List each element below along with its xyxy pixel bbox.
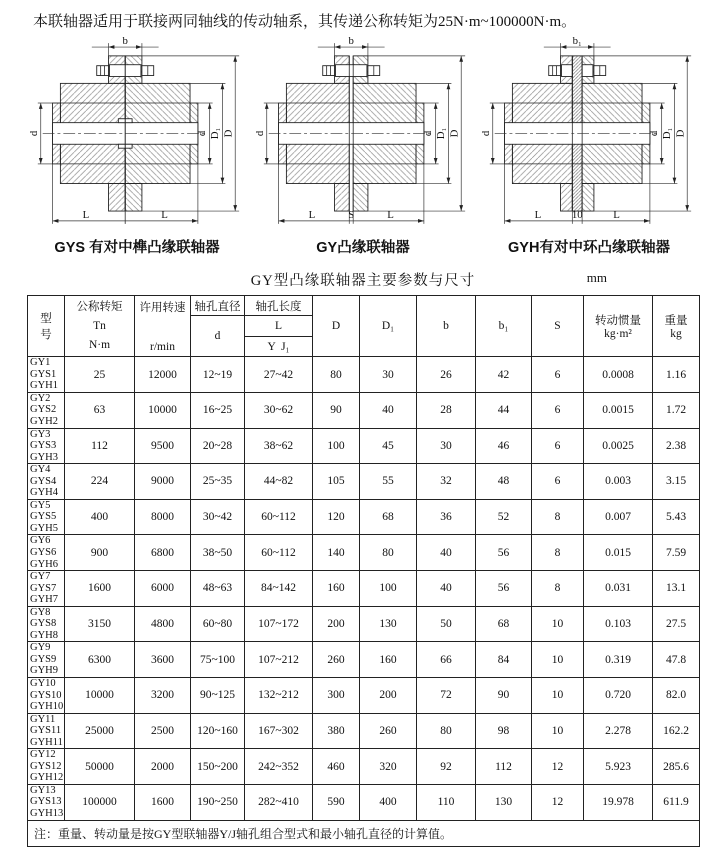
cell-weight: 162.2 <box>653 713 700 749</box>
cell-model: GY9 GYS9 GYH9 <box>28 642 65 678</box>
cell-model: GY8 GYS8 GYH8 <box>28 606 65 642</box>
cell-d: 20~28 <box>191 428 245 464</box>
cell-d: 60~80 <box>191 606 245 642</box>
cell-L: 44~82 <box>245 464 313 500</box>
cell-L: 84~142 <box>245 571 313 607</box>
cell-S: 10 <box>532 678 584 714</box>
svg-text:L: L <box>534 209 542 222</box>
col-header-inertia: 转动惯量 kg·m² <box>584 296 653 357</box>
cell-inertia: 0.015 <box>584 535 653 571</box>
cell-inertia: 0.0025 <box>584 428 653 464</box>
cell-weight: 2.38 <box>653 428 700 464</box>
cell-D: 160 <box>313 571 360 607</box>
cell-speed: 2500 <box>135 713 191 749</box>
cell-speed: 12000 <box>135 357 191 393</box>
figure-caption: GYS 有对中榫凸缘联轴器 <box>54 240 220 257</box>
cell-weight: 47.8 <box>653 642 700 678</box>
svg-text:b: b <box>348 35 354 48</box>
svg-text:D₁: D₁ <box>661 127 674 140</box>
cell-torque: 63 <box>65 392 135 428</box>
cell-weight: 82.0 <box>653 678 700 714</box>
table-row <box>28 535 700 571</box>
cell-D: 105 <box>313 464 360 500</box>
cell-weight: 1.72 <box>653 392 700 428</box>
cell-b: 26 <box>417 357 476 393</box>
cell-b: 40 <box>417 535 476 571</box>
svg-text:L: L <box>161 209 168 222</box>
cell-d: 48~63 <box>191 571 245 607</box>
cell-model: GY10 GYS10 GYH10 <box>28 678 65 714</box>
cell-inertia: 19.978 <box>584 784 653 820</box>
cell-S: 12 <box>532 749 584 785</box>
intro-paragraph: 本联轴器适用于联接两同轴线的传动轴系，其传递公称转矩为25N·m~100000N·m。 <box>33 14 577 30</box>
cell-S: 6 <box>532 464 584 500</box>
cell-model: GY12 GYS12 GYH12 <box>28 749 65 785</box>
unit-label: mm <box>586 270 607 286</box>
table-header <box>28 296 700 357</box>
cell-L: 242~352 <box>245 749 313 785</box>
coupling-drawing-gy <box>253 34 473 229</box>
cell-model: GY13 GYS13 GYH13 <box>28 784 65 820</box>
cell-model: GY1 GYS1 GYH1 <box>28 357 65 393</box>
cell-b1: 56 <box>476 571 532 607</box>
cell-speed: 10000 <box>135 392 191 428</box>
cell-D1: 40 <box>360 392 417 428</box>
table-row <box>28 464 700 500</box>
cell-D: 80 <box>313 357 360 393</box>
cell-speed: 6800 <box>135 535 191 571</box>
cell-speed: 3200 <box>135 678 191 714</box>
cell-d: 150~200 <box>191 749 245 785</box>
cell-d: 30~42 <box>191 499 245 535</box>
cell-b: 28 <box>417 392 476 428</box>
table-row <box>28 428 700 464</box>
svg-text:D₁: D₁ <box>435 127 448 140</box>
svg-text:D₁: D₁ <box>209 127 222 140</box>
cell-L: 30~62 <box>245 392 313 428</box>
svg-text:d: d <box>195 131 208 137</box>
figure-caption: GY凸缘联轴器 <box>316 240 410 257</box>
cell-b1: 112 <box>476 749 532 785</box>
cell-D: 140 <box>313 535 360 571</box>
cell-b1: 68 <box>476 606 532 642</box>
table-row <box>28 606 700 642</box>
cell-d: 90~125 <box>191 678 245 714</box>
svg-text:S: S <box>348 209 355 222</box>
cell-torque: 6300 <box>65 642 135 678</box>
cell-D: 260 <box>313 642 360 678</box>
cell-inertia: 0.0008 <box>584 357 653 393</box>
cell-D: 200 <box>313 606 360 642</box>
cell-D1: 100 <box>360 571 417 607</box>
table-row <box>28 749 700 785</box>
cell-D: 300 <box>313 678 360 714</box>
cell-b1: 98 <box>476 713 532 749</box>
cell-S: 8 <box>532 571 584 607</box>
col-header-b: b <box>417 296 476 357</box>
coupling-drawing-gys <box>27 34 247 229</box>
svg-text:L: L <box>387 209 394 222</box>
svg-text:d: d <box>253 131 266 137</box>
svg-text:L: L <box>82 209 90 222</box>
cell-torque: 400 <box>65 499 135 535</box>
col-header-d: d <box>191 316 245 357</box>
svg-text:d: d <box>479 131 492 137</box>
cell-model: GY3 GYS3 GYH3 <box>28 428 65 464</box>
cell-d: 75~100 <box>191 642 245 678</box>
cell-b1: 90 <box>476 678 532 714</box>
col-header-S: S <box>532 296 584 357</box>
cell-speed: 1600 <box>135 784 191 820</box>
cell-model: GY11 GYS11 GYH11 <box>28 713 65 749</box>
col-header-model: 型 号 <box>28 296 65 357</box>
cell-S: 8 <box>532 499 584 535</box>
svg-text:L: L <box>308 209 316 222</box>
cell-speed: 9000 <box>135 464 191 500</box>
cell-D1: 68 <box>360 499 417 535</box>
cell-b: 110 <box>417 784 476 820</box>
col-header-torque: 公称转矩 Tn N·m <box>65 296 135 357</box>
coupling-figure-gyh <box>479 34 699 257</box>
cell-torque: 50000 <box>65 749 135 785</box>
table-row <box>28 642 700 678</box>
cell-model: GY4 GYS4 GYH4 <box>28 464 65 500</box>
cell-weight: 611.9 <box>653 784 700 820</box>
cell-torque: 3150 <box>65 606 135 642</box>
cell-speed: 9500 <box>135 428 191 464</box>
cell-inertia: 0.720 <box>584 678 653 714</box>
cell-b1: 46 <box>476 428 532 464</box>
cell-b1: 48 <box>476 464 532 500</box>
cell-b1: 130 <box>476 784 532 820</box>
cell-speed: 3600 <box>135 642 191 678</box>
cell-S: 6 <box>532 392 584 428</box>
cell-S: 10 <box>532 713 584 749</box>
cell-torque: 900 <box>65 535 135 571</box>
cell-torque: 25000 <box>65 713 135 749</box>
table-body <box>28 357 700 820</box>
parameters-table <box>27 295 700 846</box>
svg-text:D: D <box>222 129 235 138</box>
cell-weight: 13.1 <box>653 571 700 607</box>
figure-caption: GYH有对中环凸缘联轴器 <box>508 240 670 257</box>
cell-D1: 260 <box>360 713 417 749</box>
cell-speed: 2000 <box>135 749 191 785</box>
cell-inertia: 0.031 <box>584 571 653 607</box>
cell-inertia: 0.0015 <box>584 392 653 428</box>
cell-L: 60~112 <box>245 535 313 571</box>
cell-weight: 1.16 <box>653 357 700 393</box>
cell-D1: 400 <box>360 784 417 820</box>
cell-speed: 4800 <box>135 606 191 642</box>
cell-b: 30 <box>417 428 476 464</box>
cell-torque: 100000 <box>65 784 135 820</box>
cell-L: 27~42 <box>245 357 313 393</box>
cell-inertia: 2.278 <box>584 713 653 749</box>
cell-weight: 5.43 <box>653 499 700 535</box>
col-header-b1: b₁ <box>476 296 532 357</box>
cell-S: 12 <box>532 784 584 820</box>
cell-D: 380 <box>313 713 360 749</box>
cell-D1: 30 <box>360 357 417 393</box>
cell-b: 40 <box>417 571 476 607</box>
cell-b1: 42 <box>476 357 532 393</box>
cell-inertia: 0.103 <box>584 606 653 642</box>
cell-L: 107~212 <box>245 642 313 678</box>
table-row <box>28 678 700 714</box>
cell-d: 25~35 <box>191 464 245 500</box>
coupling-figure-gys <box>27 34 247 257</box>
cell-b: 66 <box>417 642 476 678</box>
col-header-bore-length: 轴孔长度 <box>245 296 313 316</box>
svg-text:d: d <box>27 131 40 137</box>
cell-b: 72 <box>417 678 476 714</box>
cell-d: 16~25 <box>191 392 245 428</box>
svg-text:D: D <box>674 129 687 138</box>
cell-weight: 27.5 <box>653 606 700 642</box>
table-row <box>28 571 700 607</box>
svg-text:d: d <box>421 131 434 137</box>
cell-S: 6 <box>532 357 584 393</box>
svg-text:b₁: b₁ <box>572 35 582 48</box>
col-header-weight: 重量 kg <box>653 296 700 357</box>
cell-model: GY6 GYS6 GYH6 <box>28 535 65 571</box>
table-row <box>28 357 700 393</box>
col-header-L: L <box>245 316 313 337</box>
cell-S: 10 <box>532 606 584 642</box>
cell-torque: 1600 <box>65 571 135 607</box>
cell-b: 32 <box>417 464 476 500</box>
cell-weight: 285.6 <box>653 749 700 785</box>
cell-weight: 3.15 <box>653 464 700 500</box>
cell-D1: 320 <box>360 749 417 785</box>
cell-D1: 130 <box>360 606 417 642</box>
cell-b: 92 <box>417 749 476 785</box>
cell-b1: 84 <box>476 642 532 678</box>
cell-D: 120 <box>313 499 360 535</box>
table-note: 注：重量、转动量是按GY型联轴器Y/J轴孔组合型式和最小轴孔直径的计算值。 <box>28 820 700 846</box>
cell-inertia: 0.007 <box>584 499 653 535</box>
col-header-bore-diameter: 轴孔直径 <box>191 296 245 316</box>
cell-model: GY7 GYS7 GYH7 <box>28 571 65 607</box>
figures-row <box>27 34 699 257</box>
cell-inertia: 0.003 <box>584 464 653 500</box>
cell-model: GY5 GYS5 GYH5 <box>28 499 65 535</box>
svg-text:d: d <box>647 131 660 137</box>
cell-D1: 200 <box>360 678 417 714</box>
cell-speed: 6000 <box>135 571 191 607</box>
col-header-YJ1: Y J₁ <box>245 337 313 357</box>
cell-D: 590 <box>313 784 360 820</box>
cell-D: 100 <box>313 428 360 464</box>
cell-b1: 44 <box>476 392 532 428</box>
cell-D: 90 <box>313 392 360 428</box>
cell-L: 60~112 <box>245 499 313 535</box>
table-title: GY型凸缘联轴器主要参数与尺寸 <box>250 273 476 290</box>
cell-S: 8 <box>532 535 584 571</box>
cell-d: 12~19 <box>191 357 245 393</box>
cell-b1: 56 <box>476 535 532 571</box>
cell-S: 10 <box>532 642 584 678</box>
table-row <box>28 784 700 820</box>
table-row <box>28 713 700 749</box>
cell-torque: 112 <box>65 428 135 464</box>
svg-text:10: 10 <box>571 209 583 222</box>
cell-b: 50 <box>417 606 476 642</box>
table-row <box>28 392 700 428</box>
svg-text:L: L <box>613 209 620 222</box>
cell-D1: 45 <box>360 428 417 464</box>
svg-text:D: D <box>448 129 461 138</box>
cell-model: GY2 GYS2 GYH2 <box>28 392 65 428</box>
cell-L: 107~172 <box>245 606 313 642</box>
coupling-drawing-gyh <box>479 34 699 229</box>
cell-D1: 160 <box>360 642 417 678</box>
cell-L: 282~410 <box>245 784 313 820</box>
cell-weight: 7.59 <box>653 535 700 571</box>
cell-b1: 52 <box>476 499 532 535</box>
col-header-D1: D₁ <box>360 296 417 357</box>
svg-text:b: b <box>122 35 128 48</box>
table-row <box>28 499 700 535</box>
cell-D: 460 <box>313 749 360 785</box>
note-row <box>28 820 700 846</box>
cell-torque: 25 <box>65 357 135 393</box>
col-header-speed: 许用转速 r/min <box>135 296 191 357</box>
cell-D1: 55 <box>360 464 417 500</box>
cell-d: 190~250 <box>191 784 245 820</box>
cell-inertia: 5.923 <box>584 749 653 785</box>
cell-b: 36 <box>417 499 476 535</box>
cell-L: 38~62 <box>245 428 313 464</box>
cell-d: 120~160 <box>191 713 245 749</box>
cell-d: 38~50 <box>191 535 245 571</box>
cell-speed: 8000 <box>135 499 191 535</box>
cell-torque: 224 <box>65 464 135 500</box>
cell-b: 80 <box>417 713 476 749</box>
cell-L: 132~212 <box>245 678 313 714</box>
cell-torque: 10000 <box>65 678 135 714</box>
coupling-figure-gy <box>253 34 473 257</box>
cell-S: 6 <box>532 428 584 464</box>
table-title-row <box>27 269 699 290</box>
col-header-D: D <box>313 296 360 357</box>
cell-L: 167~302 <box>245 713 313 749</box>
cell-D1: 80 <box>360 535 417 571</box>
cell-inertia: 0.319 <box>584 642 653 678</box>
